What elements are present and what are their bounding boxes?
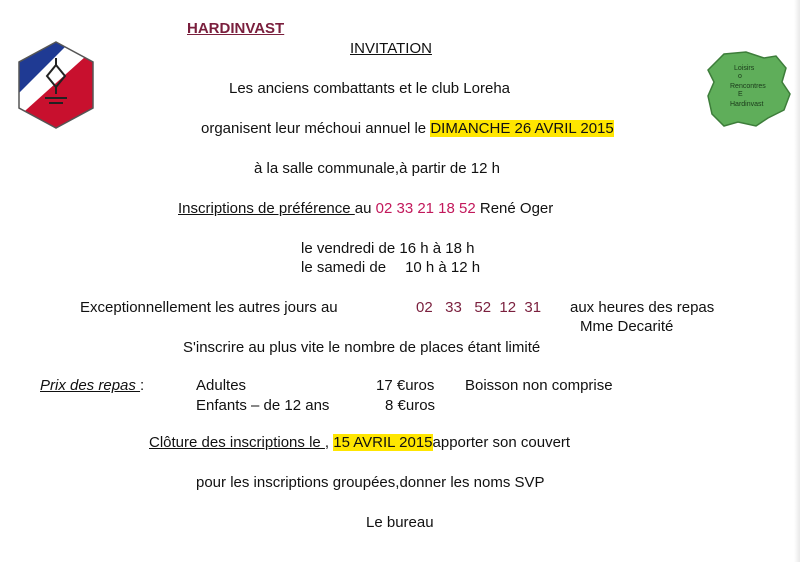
schedule-saturday-day: le samedi de — [301, 259, 387, 276]
price-heading — [40, 377, 144, 395]
phone-number-2: 02 33 52 12 31 — [416, 299, 542, 316]
inscriptions-label: Inscriptions de préférence — [178, 200, 355, 217]
adultes-price: 17 €uros — [376, 377, 435, 394]
cloture-suffix: apporter son couvert — [432, 434, 571, 451]
price-label: Prix des repas — [40, 377, 141, 394]
price-colon: : — [140, 377, 145, 394]
event-date: DIMANCHE 26 AVRIL 2015 — [430, 120, 614, 137]
scan-edge — [794, 0, 800, 562]
logo-line-2: o — [738, 73, 742, 80]
logo-line-4: E — [738, 91, 743, 98]
loreha-map-icon — [702, 48, 794, 130]
logo-line-3: Rencontres — [730, 83, 766, 90]
cloture-line — [149, 434, 570, 452]
cloture-date: 15 AVRIL 2015 — [333, 434, 433, 451]
event-prefix: organisent leur méchoui annuel le — [201, 120, 431, 137]
enfants-label: Enfants – de 12 ans — [196, 397, 330, 414]
inscriptions-line — [178, 200, 553, 218]
schedule-friday: le vendredi de 16 h à 18 h — [301, 240, 475, 257]
schedule-saturday-hours: 10 h à 12 h — [405, 259, 481, 276]
exception-prefix: Exceptionnellement les autres jours au — [80, 299, 338, 316]
event-line — [201, 120, 614, 138]
boisson-note: Boisson non comprise — [465, 377, 613, 394]
inscriptions-au: au — [354, 200, 376, 217]
schedule-saturday — [301, 259, 480, 277]
contact-2: Mme Decarité — [580, 318, 674, 335]
contact-1: René Oger — [475, 200, 554, 217]
exception-suffix: aux heures des repas — [570, 299, 715, 316]
invitation-title: INVITATION — [350, 40, 432, 57]
adultes-label: Adultes — [196, 377, 247, 394]
signature: Le bureau — [366, 514, 434, 531]
town-name: HARDINVAST — [187, 20, 285, 37]
logo-line-1: Loisirs — [734, 65, 755, 72]
enfants-price: 8 €uros — [385, 397, 436, 414]
phone-number-1: 02 33 21 18 52 — [375, 200, 476, 217]
cloture-comma: , — [324, 434, 334, 451]
urgency-note: S'inscrire au plus vite le nombre de places étant limité — [183, 339, 541, 356]
groups-note: pour les inscriptions groupées,donner les noms SVP — [196, 474, 545, 491]
organizers-line: Les anciens combattants et le club Loreha — [229, 80, 511, 97]
venue-line: à la salle communale,à partir de 12 h — [254, 160, 500, 177]
logo-line-5: Hardinvast — [730, 101, 764, 108]
cloture-label: Clôture des inscriptions le — [149, 434, 325, 451]
veterans-hexagon-flag-icon — [17, 40, 95, 130]
